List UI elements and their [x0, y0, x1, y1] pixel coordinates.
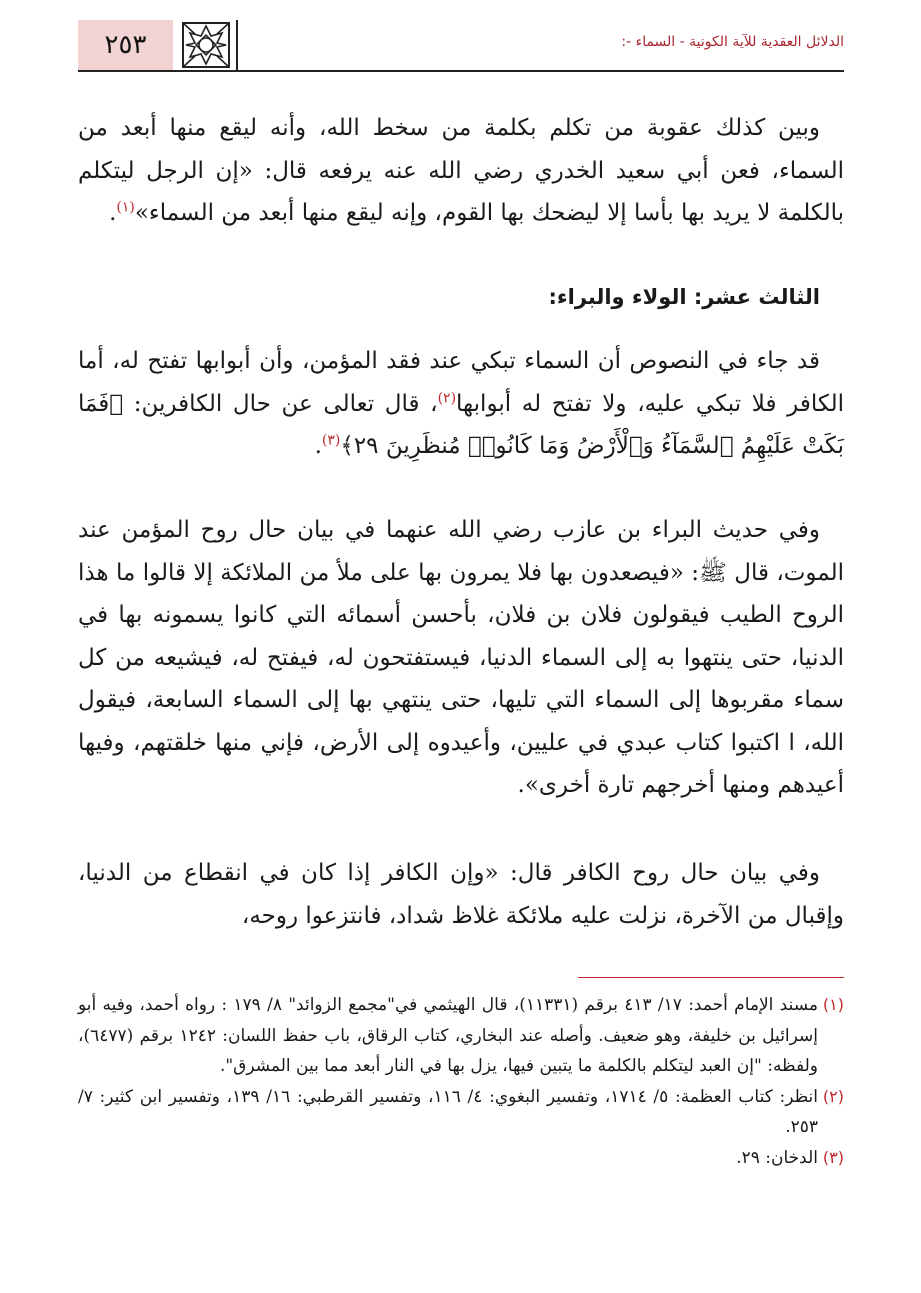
- paragraph-text: وفي حديث البراء بن عازب رضي الله عنهما في بيان حال روح المؤمن عند الموت، قال ﷺ: «فيصعدون بها فلا يمرون بها على ملأ من الملائكة إلا قالوا ما هذا الروح الطيب فيقولون فلان بن فلان، بأحسن أسمائه التي كانوا يسمونه بها في الدنيا، حتى ينتهوا به إلى السماء الدنيا، فيستفتحون له، فيفتح له، فيشيعه من كل سماء مقربوها إلى السماء التي تليها، حتى ينتهي بها إلى السماء السابعة، فيقول الله، ا اكتبوا كتاب عبدي في عليين، وأعيدوه إلى الأرض، فإني منها خلقتهم، وفيها أعيدهم ومنها أخرجهم تارة أخرى».: [78, 517, 844, 798]
- footnote-3: [78, 1143, 844, 1174]
- page-number: ٢٥٣: [78, 20, 173, 70]
- footnote-separator: [578, 977, 844, 978]
- footnote-2: [78, 1082, 844, 1143]
- paragraph-end: .: [314, 433, 322, 459]
- footnote-ref-3[interactable]: (٣): [321, 432, 341, 449]
- running-title: الدلائل العقدية للآية الكونية - السماء -:: [621, 34, 844, 50]
- footnote-text: انظر: كتاب العظمة: ٥/ ١٧١٤، وتفسير البغوي: ٤/ ١١٦، وتفسير القرطبي: ١٦/ ١٣٩، وتفسير ابن كثير: ٧/ ٢٥٣.: [78, 1086, 818, 1137]
- footnote-1: [78, 990, 844, 1082]
- footnote-number: (١): [822, 995, 844, 1014]
- footnote-text: مسند الإمام أحمد: ١٧/ ٤١٣ برقم (١١٣٣١)، قال الهيثمي في"مجمع الزوائد" ٨/ ١٧٩ : رواه أحمد، وفيه أبو إسرائيل بن خليفة، وهو ضعيف. وأصله عند البخاري، كتاب الرقاق، باب حفظ اللسان: ١٢٤٢ برقم (٦٤٧٧)، ولفظه: "إن العبد ليتكلم بالكلمة ما يتبين فيها، يزل بها في النار أبعد مما بين المشرق".: [78, 995, 818, 1076]
- footnote-number: (٣): [822, 1147, 844, 1167]
- footnotes: [78, 990, 844, 1173]
- page-header: [78, 20, 844, 72]
- paragraph-text: وبين كذلك عقوبة من تكلم بكلمة من سخط الله، وأنه ليقع منها أبعد من السماء، فعن أبي سعيد الخدري رضي الله عنه يرفعه قال: «إن الرجل ليتكلم بالكلمة لا يريد بها بأسا إلا ليضحك بها القوم، وإنه ليقع منها أبعد من السماء»: [78, 115, 844, 226]
- paragraph-1: [78, 107, 844, 235]
- paragraph-text: وفي بيان حال روح الكافر قال: «وإن الكافر إذا كان في انقطاع من الدنيا، وإقبال من الآخرة، نزلت عليه ملائكة غلاظ شداد، فانتزعوا روحه،: [78, 860, 844, 929]
- footnote-text: الدخان: ٢٩.: [736, 1147, 818, 1168]
- footnote-ref-2[interactable]: (٢): [437, 389, 457, 406]
- footnote-ref-1[interactable]: (١): [116, 199, 135, 216]
- header-divider: [236, 20, 238, 70]
- section-heading: الثالث عشر: الولاء والبراء:: [548, 285, 820, 309]
- paragraph-text: قد جاء في النصوص أن السماء تبكي عند فقد المؤمن، وأن أبوابها تفتح له، أما الكافر فلا تبكي عليه، ولا تفتح له أبوابها: [78, 348, 844, 417]
- quran-verse: ، قال تعالى عن حال الكافرين: ﴿فَمَا بَكَتْ عَلَيْهِمُ ٱلسَّمَآءُ وَٱلْأَرْضُ وَمَا كَانُوا۟ مُنظَرِينَ ٢٩﴾: [78, 390, 844, 459]
- geometric-star-ornament-icon: [181, 22, 231, 68]
- paragraph-end: .: [109, 200, 117, 226]
- paragraph-2: [78, 340, 844, 468]
- footnote-number: (٢): [822, 1086, 844, 1106]
- paragraph-3: [78, 509, 844, 807]
- header-rule: [78, 70, 844, 72]
- paragraph-4: [78, 852, 844, 937]
